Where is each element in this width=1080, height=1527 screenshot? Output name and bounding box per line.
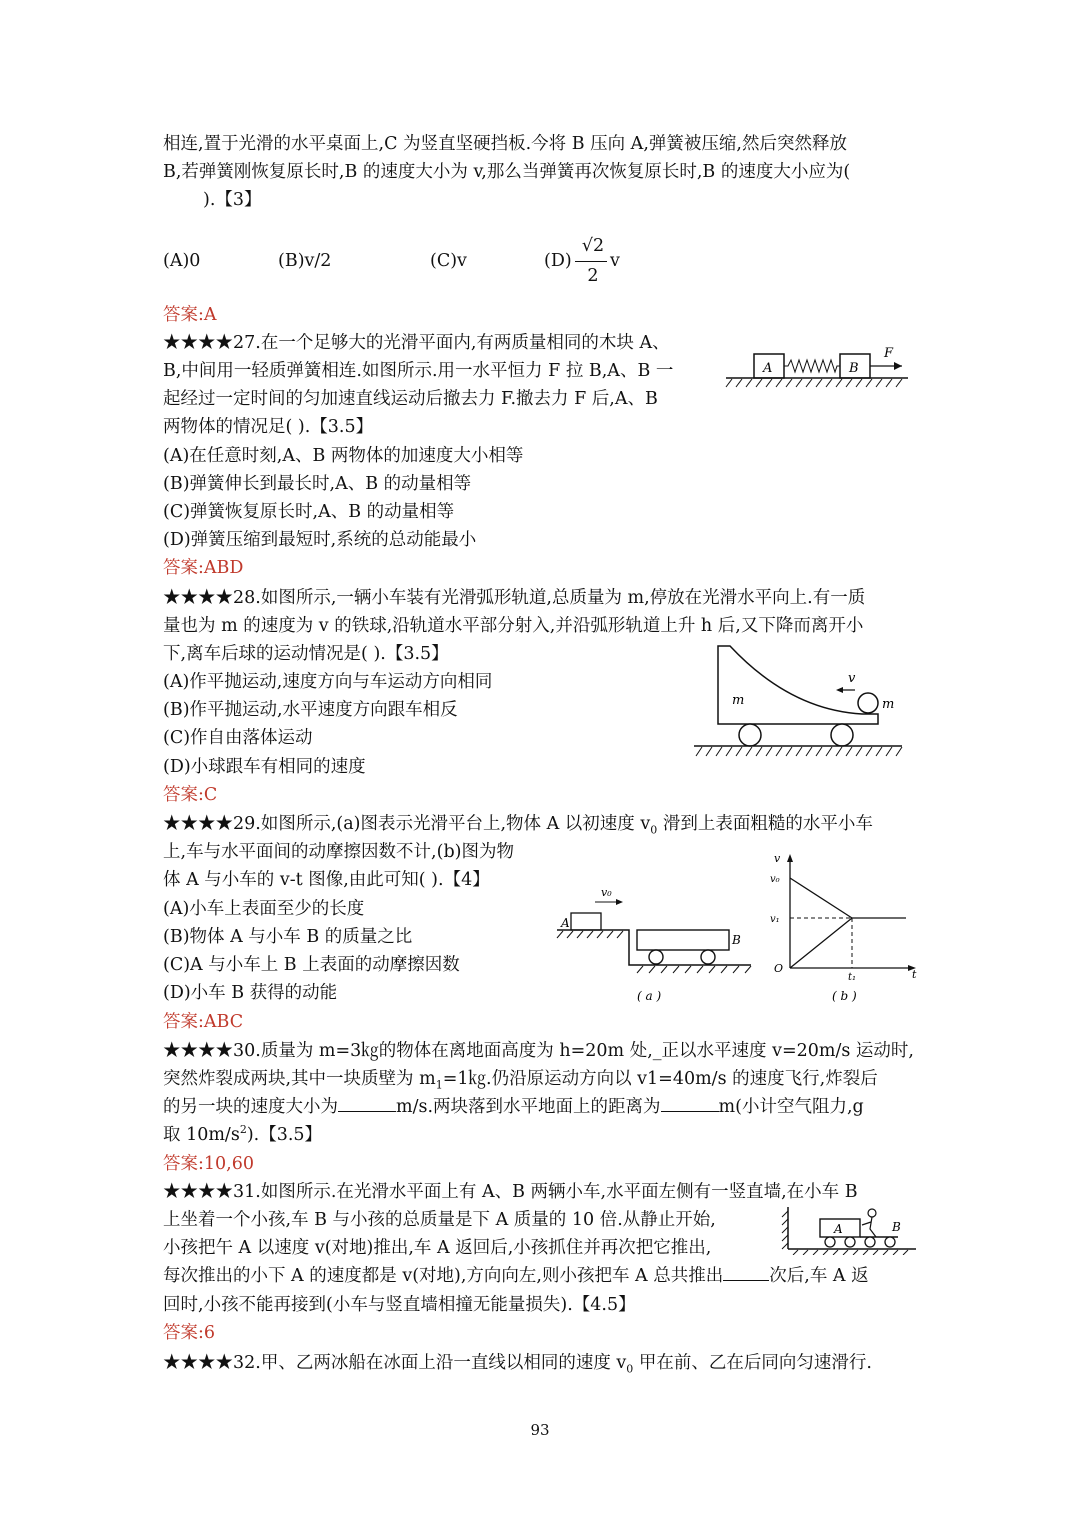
q27-option-b: (B)弹簧伸长到最长时,A、B 的动量相等 [163, 474, 472, 494]
q28-line-1: ★★★★28.如图所示,一辆小车装有光滑弧形轨道,总质量为 m,停放在光滑水平向上.有一质 [163, 588, 866, 608]
q27-line-3: 起经过一定时间的匀加速直线运动后撤去力 F.撤去力 F 后,A、B [163, 389, 658, 409]
q26-option-c: (C)v [430, 251, 467, 271]
q27-option-c: (C)弹簧恢复原长时,A、B 的动量相等 [163, 502, 455, 522]
q28-option-b: (B)作平抛运动,水平速度方向跟车相反 [163, 700, 458, 720]
q26-option-a: (A)0 [163, 251, 201, 271]
q26-option-d-prefix: (D) [544, 251, 572, 271]
q31-line-1: ★★★★31.如图所示.在光滑水平面上有 A、B 两辆小车,水平面左侧有一竖直墙,在小车 B [163, 1182, 858, 1202]
q29-axis-t: t [912, 968, 917, 981]
q31-line-5: 回时,小孩不能再接到(小车与竖直墙相撞无能量损失).【4.5】 [163, 1295, 636, 1315]
q30-line-1: ★★★★30.质量为 m=3㎏的物体在离地面高度为 h=20m 处,_正以水平速度 v=20m/s 运动时, [163, 1041, 914, 1061]
q26-line-2: B,若弹簧刚恢复原长时,B 的速度大小为 v,那么当弹簧再次恢复原长时,B 的速度大小应为( [163, 162, 851, 182]
q29-tick-t1: t₁ [848, 972, 857, 983]
q28-line-2: 量也为 m 的速度为 v 的铁球,沿轨道水平部分射入,并沿弧形轨道上升 h 后,又下降而离开小 [163, 616, 864, 636]
q29-caption-b: ( b ) [832, 989, 857, 1003]
q31-line-3: 小孩把午 A 以速度 v(对地)推出,车 A 返回后,小孩抓住并再次把它推出, [163, 1238, 712, 1258]
q28-line-3: 下,离车后球的运动情况是( ).【3.5】 [163, 644, 449, 664]
q26-option-b: (B)v/2 [278, 251, 332, 271]
q29-figure-b-vt-graph [762, 850, 922, 1005]
q27-option-d: (D)弹簧压缩到最短时,系统的总动能最小 [163, 530, 477, 550]
q26-line-3: ).【3】 [203, 190, 262, 210]
q27-line-2: B,中间用一轻质弹簧相连.如图所示.用一水平恒力 F 拉 B,A、B 一 [163, 361, 674, 381]
q29-label-v0-arrow: v₀ [601, 886, 612, 899]
q29-tick-v1: v₁ [770, 914, 780, 925]
q27-label-f: F [884, 346, 894, 361]
q29-option-a: (A)小车上表面至少的长度 [163, 899, 365, 919]
q28-label-cart-mass: m [732, 693, 745, 708]
q27-answer: 答案:ABD [163, 558, 244, 578]
q31-line-2: 上坐着一个小孩,车 B 与小孩的总质量是下 A 质量的 10 倍.从静止开始, [163, 1210, 716, 1230]
q29-tick-v0: v₀ [770, 874, 780, 885]
q31-label-cart-b: B [892, 1220, 901, 1234]
q29-line-2: 上,车与水平面间的动摩擦因数不计,(b)图为物 [163, 842, 514, 862]
q30-line-3: 的另一块的速度大小为 m/s.两块落到水平地面上的距离为 m(小计空气阻力,g [163, 1093, 864, 1121]
q26-option-d-numerator: √2 [581, 236, 605, 256]
q29-answer: 答案:ABC [163, 1012, 244, 1032]
q29-origin: O [774, 962, 784, 975]
q29-option-d: (D)小车 B 获得的动能 [163, 983, 338, 1003]
q31-blank-count[interactable] [723, 1262, 769, 1281]
q27-line-4: 两物体的情况足( ).【3.5】 [163, 417, 374, 437]
q26-option-d-suffix: v [610, 251, 620, 271]
q27-label-b: B [849, 361, 859, 376]
q29-label-cart-b: B [732, 933, 741, 947]
q29-axis-v: v [774, 852, 781, 865]
q31-label-cart-a: A [834, 1222, 843, 1236]
q26-answer: 答案:A [163, 305, 217, 325]
page-number: 93 [530, 1421, 550, 1439]
q29-option-c: (C)A 与小车上 B 上表面的动摩擦因数 [163, 955, 460, 975]
q29-caption-a: ( a ) [637, 989, 662, 1003]
q28-label-ball-mass: m [882, 697, 895, 712]
q26-option-d-denominator: 2 [587, 266, 599, 286]
q28-answer: 答案:C [163, 785, 218, 805]
q27-spring-figure [722, 340, 912, 395]
q30-answer: 答案:10,60 [163, 1154, 254, 1174]
q27-label-a: A [763, 361, 773, 376]
q29-label-block-a: A [561, 916, 570, 930]
q31-carts-figure [780, 1203, 920, 1255]
q31-answer: 答案:6 [163, 1323, 216, 1343]
q30-line-2: 突然炸裂成两块,其中一块质壁为 $m_1=1㎏$.仍沿原运动方向以 v1=40m/s 的速度飞行,炸裂后 [163, 1069, 878, 1092]
q28-label-v: v [848, 671, 856, 686]
q26-line-1: 相连,置于光滑的水平桌面上,C 为竖直坚硬挡板.今将 B 压向 A,弹簧被压缩,然后突然释放 [163, 134, 847, 154]
q27-option-a: (A)在任意时刻,A、B 两物体的加速度大小相等 [163, 446, 524, 466]
q30-line-4: 取 $10m/s^2$).【3.5】 [163, 1123, 323, 1145]
q29-line-1: ★★★★29.如图所示,(a)图表示光滑平台上,物体 A 以初速度 $v_0$ 滑到上表面粗糙的水平小车 [163, 814, 873, 837]
q28-option-c: (C)作自由落体运动 [163, 728, 313, 748]
q30-blank-distance[interactable] [661, 1093, 719, 1112]
q30-blank-speed[interactable] [338, 1093, 396, 1112]
q27-line-1: ★★★★27.在一个足够大的光滑平面内,有两质量相同的木块 A、 [163, 333, 670, 353]
q28-cart-figure [690, 640, 910, 765]
q28-option-d: (D)小球跟车有相同的速度 [163, 757, 366, 777]
q29-figure-a [555, 880, 760, 1005]
q31-line-4: 每次推出的小下 A 的速度都是 v(对地),方向向左,则小孩把车 A 总共推出 次后,车 A 返 [163, 1262, 869, 1290]
q29-option-b: (B)物体 A 与小车 B 的质量之比 [163, 927, 413, 947]
q29-line-3: 体 A 与小车的 v-t 图像,由此可知( ).【4】 [163, 870, 490, 890]
q28-option-a: (A)作平抛运动,速度方向与车运动方向相同 [163, 672, 493, 692]
q32-line-1: ★★★★32.甲、乙两冰船在冰面上沿一直线以相同的速度 $v_0$ 甲在前、乙在后同向匀速滑行. [163, 1353, 872, 1376]
